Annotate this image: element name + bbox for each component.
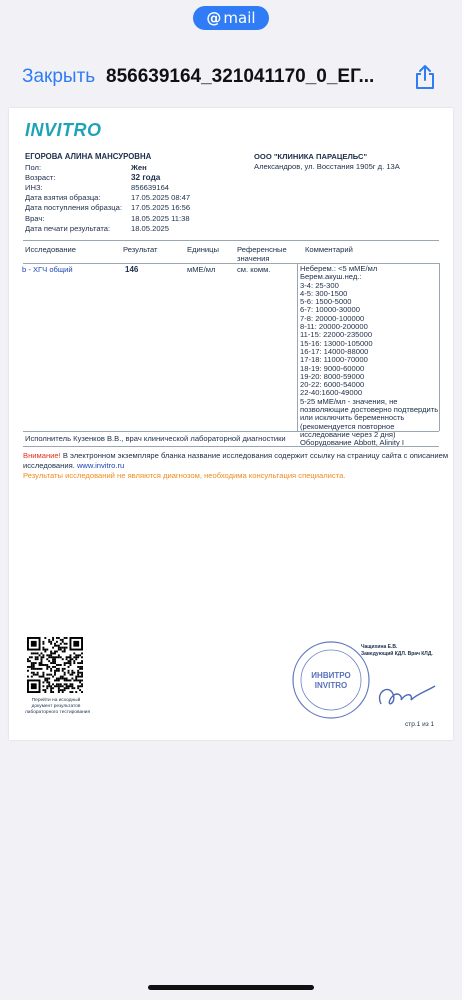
navigation-bar [0,58,462,98]
table-top-rule [23,240,439,241]
col-header-units: Единицы [187,245,219,254]
comment-line: 5-25 мМЕ/мл - значения, не [300,396,398,406]
qr-code[interactable] [27,636,83,694]
comment-block [300,265,438,448]
stamp-text: ИНВИТРО [311,671,351,680]
comment-line: 22-40:1600-49000 [300,388,363,398]
field-label: Пол: [25,163,42,172]
stamp-text-latin: INVITRO [314,681,348,690]
page-number: стр.1 из 1 [405,721,435,728]
notice-text: В электронном экземпляре бланка название исследования содержит ссылку на страницу сайта с описанием [62,451,449,460]
qr-caption-line: документ результатов [31,704,81,709]
at-icon: @ [206,9,222,27]
signer-position: Заведующий КДЛ. Врач КЛД. [361,651,433,657]
comment-line: исследование через 2 дня) [300,429,396,439]
signer-name: Чащихина Е.В. [361,644,398,650]
comment-line: 11-15: 22000-235000 [300,330,373,340]
col-header-ref-2: значения [237,254,270,263]
field-label: Дата поступления образца: [25,203,122,212]
comment-line: позволяющие достоверно подтвердить [300,405,439,415]
comment-line: 16-17: 14000-88000 [300,346,369,356]
executor-line: Исполнитель Кузенков В.В., врач клинической лабораторной диагностики [25,434,286,443]
comment-line: 19-20: 8000-59000 [300,371,365,381]
invitro-logo: INVITRO [25,120,102,140]
clinic-name: ООО "КЛИНИКА ПАРАЦЕЛЬС" [254,152,368,161]
field-value: Жен [131,163,147,172]
comment-line: или исключить беременность [300,413,405,423]
notice-text-2: исследования. [23,461,75,470]
footer-rule [23,446,439,447]
test-name-link[interactable]: b - ХГЧ общий [22,265,73,274]
comment-line: 15-16: 13000-105000 [300,338,373,348]
comment-line: Неберем.: <5 мМЕ/мл [300,264,378,273]
mail-status-badge[interactable] [193,6,269,30]
comment-line: 17-18: 11000-70000 [300,355,368,365]
signature-icon [380,686,435,704]
field-value: 18.05.2025 [131,224,170,233]
field-label: ИНЗ: [25,183,43,192]
home-indicator[interactable] [148,985,314,990]
comment-line: Оборудование Abbott, Alinity I [300,438,404,448]
field-value: 856639164 [131,183,170,192]
comment-line: (рекомендуется повторное [300,421,395,431]
table-bottom-rule [23,431,439,432]
field-value: 32 года [131,173,161,182]
comment-line: 4-5: 300-1500 [300,288,348,298]
reference-value: см. комм. [237,265,271,274]
field-label: Врач: [25,214,45,223]
col-header-test: Исследование [25,245,77,254]
stamp-outer-ring [293,642,369,718]
qr-caption-line: Перейти на исходный [31,698,81,703]
field-label: Дата взятия образца: [25,193,101,202]
comment-line: 18-19: 9000-60000 [300,363,365,373]
disclaimer: Результаты исследований не являются диагнозом, необходима консультация специалиста. [23,471,346,480]
comment-line: 7-8: 20000-100000 [300,313,365,323]
comment-right-rule [439,263,440,431]
qr-caption-line: лабораторного тестирования [25,710,91,715]
field-label: Дата печати результата: [25,224,111,233]
comment-line: Берем.акуш.нед.: [300,272,362,282]
comment-line: 5-6: 1500-5000 [300,297,352,307]
comment-line: 3-4: 25-300 [300,280,339,290]
comment-left-rule [297,263,298,431]
share-icon[interactable] [414,64,436,90]
col-header-ref: Референсные [237,245,287,254]
col-header-comment: Комментарий [305,245,353,254]
close-button[interactable]: Закрыть [22,66,96,87]
comment-line: 8-11: 20000-200000 [300,322,368,332]
field-value: 17.05.2025 08:47 [131,193,191,202]
stamp-inner-ring [301,650,361,710]
attention-label: Внимание! [23,451,61,460]
qr-caption [25,698,91,716]
document-page [9,108,453,740]
result-units: мМЕ/мл [187,265,216,274]
document-title: 856639164_321041170_0_ЕГ... [106,66,375,87]
comment-line: 6-7: 10000-30000 [300,305,360,315]
invitro-link[interactable]: www.invitro.ru [76,461,125,470]
field-value: 17.05.2025 16:56 [131,203,191,212]
mail-badge-label: mail [223,9,256,27]
col-header-result: Результат [123,245,158,254]
field-label: Возраст: [25,173,56,182]
field-value: 18.05.2025 11:38 [131,214,190,223]
comment-line: 20-22: 6000-54000 [300,380,365,390]
clinic-address: Александров, ул. Восстания 1905г д. 13А [254,162,400,171]
result-value: 146 [125,265,139,274]
patient-name: ЕГОРОВА АЛИНА МАНСУРОВНА [25,152,152,161]
